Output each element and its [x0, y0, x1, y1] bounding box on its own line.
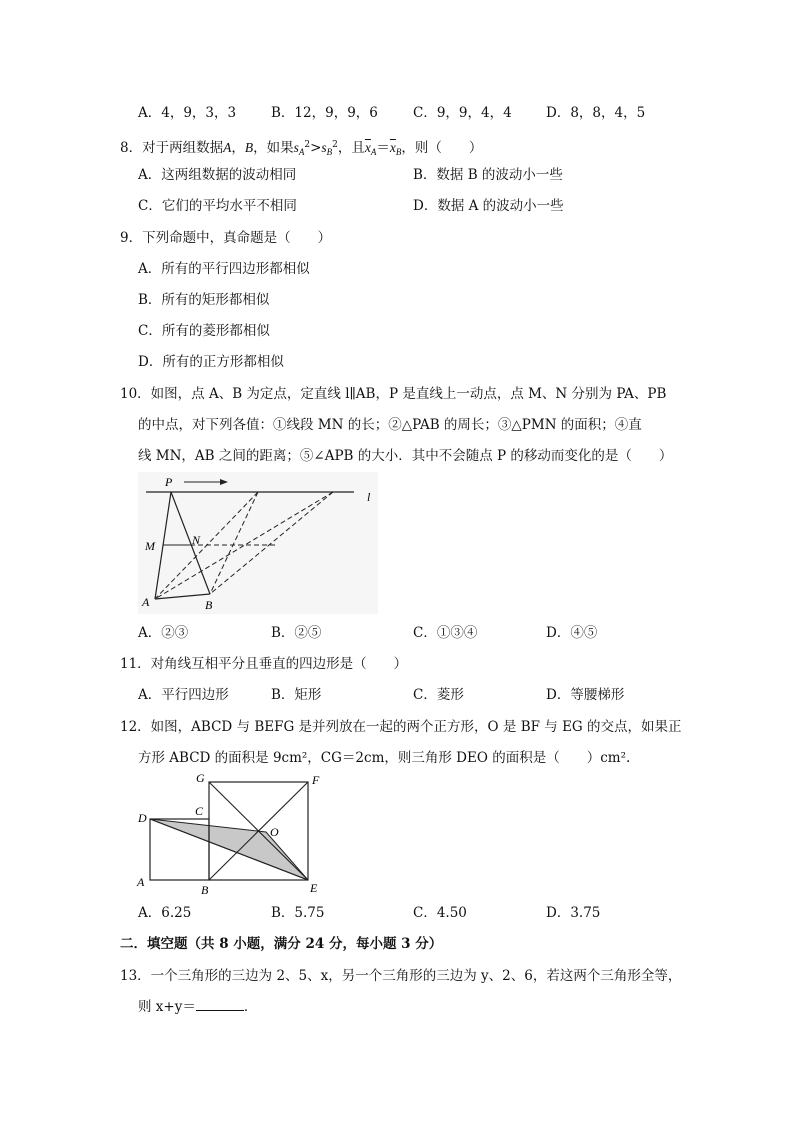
- q9-option-d: D．所有的正方形都相似: [138, 354, 284, 370]
- label-N: N: [192, 533, 201, 547]
- q12-option-b: B．5.75: [271, 905, 325, 921]
- label-B: B: [201, 883, 209, 897]
- q10-stem-line3: 线 MN，AB 之间的距离；⑤∠APB 的大小．其中不会随点 P 的移动而变化的是（ ）: [138, 448, 673, 464]
- label-E: E: [310, 881, 318, 895]
- q7-option-c: C．9，9，4，4: [413, 105, 512, 121]
- q10-figure: [138, 472, 378, 614]
- q10-option-d: D．④⑤: [546, 625, 598, 641]
- q11-stem: 11．对角线互相平分且垂直的四边形是（ ）: [120, 656, 408, 672]
- q11-option-b: B．矩形: [271, 687, 322, 703]
- q8-stem: 8．对于两组数据A，B，如果$s_A^2>s_B^2$，且$\overline{x}_A=\overline{x}_B$，则（ ）: [120, 140, 483, 157]
- q10-option-b: B．②⑤: [271, 625, 322, 641]
- q11-option-c: C．菱形: [413, 687, 464, 703]
- q13-stem-line1: 13．一个三角形的三边为 2、5、x，另一个三角形的三边为 y、2、6，若这两个三角形全等，: [120, 968, 682, 984]
- label-P: P: [165, 475, 173, 489]
- q12-option-a: A．6.25: [138, 905, 192, 921]
- q10-stem-line1: 10．如图，点 A、B 为定点，定直线 l∥AB，P 是直线上一动点，点 M、N 分别为 PA、PB: [120, 386, 667, 402]
- label-G: G: [196, 771, 205, 785]
- q9-option-c: C．所有的菱形都相似: [138, 323, 270, 339]
- q12-option-d: D．3.75: [546, 905, 601, 921]
- q7-option-b: B．12，9，9，6: [271, 105, 378, 121]
- q11-option-d: D．等腰梯形: [546, 687, 625, 703]
- label-A: A: [137, 875, 145, 889]
- label-D: D: [138, 811, 147, 825]
- label-C: C: [195, 804, 204, 818]
- label-B: B: [205, 598, 213, 612]
- label-M: M: [145, 539, 155, 553]
- q12-stem-line2: 方形 ABCD 的面积是 9cm²，CG＝2cm，则三角形 DEO 的面积是（ ）cm².: [138, 750, 631, 766]
- q7-option-a: A．4，9，3，3: [138, 105, 237, 121]
- q11-option-a: A．平行四边形: [138, 687, 229, 703]
- section-2-heading: 二．填空题（共 8 小题，满分 24 分，每小题 3 分）: [120, 936, 443, 952]
- q10-option-c: C．①③④: [413, 625, 478, 641]
- q8-option-c: C．它们的平均水平不相同: [138, 198, 297, 214]
- q9-option-a: A．所有的平行四边形都相似: [138, 261, 310, 277]
- q13-stem-line2: 则 x+y＝ ．: [138, 999, 258, 1015]
- q9-stem: 9．下列命题中，真命题是（ ）: [120, 230, 332, 246]
- answer-blank[interactable]: [196, 998, 244, 1011]
- q8-option-d: D．数据 A 的波动小一些: [413, 198, 564, 214]
- q8-option-b: B．数据 B 的波动小一些: [413, 167, 563, 183]
- q10-stem-line2: 的中点，对下列各值：①线段 MN 的长；②△PAB 的周长；③△PMN 的面积；④直: [138, 417, 642, 433]
- label-F: F: [312, 773, 320, 787]
- q12-option-c: C．4.50: [413, 905, 467, 921]
- q12-figure: [134, 770, 334, 898]
- q8-option-a: A．这两组数据的波动相同: [138, 167, 297, 183]
- q7-option-d: D．8，8，4，5: [546, 105, 646, 121]
- q10-option-a: A．②③: [138, 625, 189, 641]
- label-O: O: [270, 825, 279, 839]
- label-l: l: [367, 490, 371, 504]
- q12-stem-line1: 12．如图，ABCD 与 BEFG 是并列放在一起的两个正方形，O 是 BF 与 EG 的交点，如果正: [120, 719, 682, 735]
- q9-option-b: B．所有的矩形都相似: [138, 292, 270, 308]
- label-A: A: [142, 595, 150, 609]
